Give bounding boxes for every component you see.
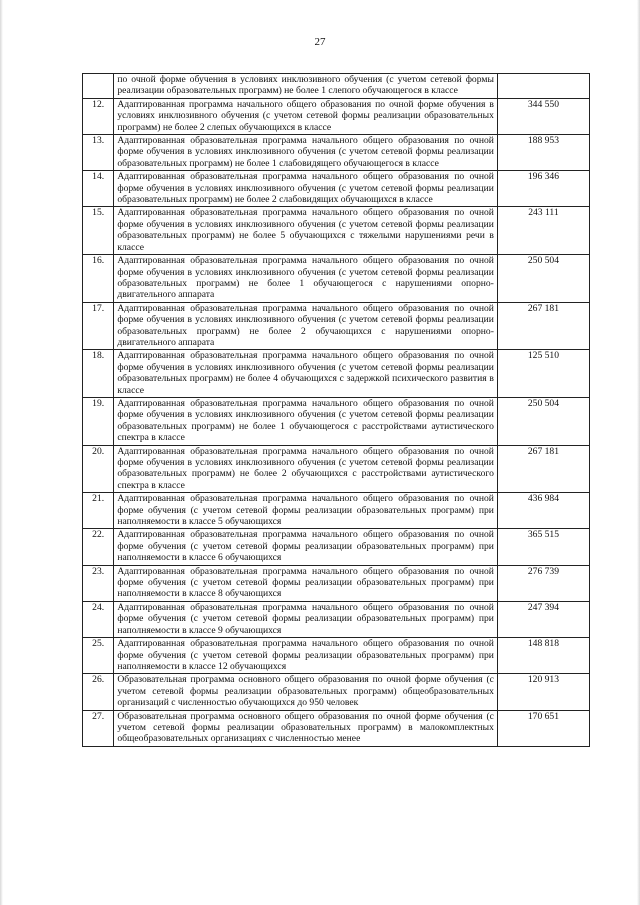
table-row	[83, 493, 590, 529]
program-description: Адаптированная образовательная программа начального общего образования по очной форме обучения в условиях инклюзивного обучения (с учетом сетевой формы реализации образовательных программ) не более 2 обучающихся с расстройствами аутистического спектра в классе	[114, 445, 498, 493]
normative-cost-value: 250 504	[497, 397, 589, 445]
program-description: по очной форме обучения в условиях инклюзивного обучения (с учетом сетевой формы реализации образовательных программ) не более 1 слепого обучающегося в классе	[114, 74, 498, 99]
program-description: Адаптированная образовательная программа начального общего образования по очной форме обучения (с учетом сетевой формы реализации образовательных программ) при наполняемости в классе 8 обучающихся	[114, 565, 498, 601]
program-description: Адаптированная образовательная программа начального общего образования по очной форме обучения в условиях инклюзивного обучения (с учетом сетевой формы реализации образовательных программ) не более 1 слабовидящего обучающегося в классе	[114, 135, 498, 171]
table-row	[83, 565, 590, 601]
normative-cost-value: 120 913	[497, 674, 589, 710]
row-number: 22.	[83, 529, 114, 565]
program-description: Адаптированная образовательная программа начального общего образования по очной форме обучения в условиях инклюзивного обучения (с учетом сетевой формы реализации образовательных программ) не более 2 обучающихся с нарушениями опорно-двигательного аппарата	[114, 302, 498, 350]
table-row	[83, 445, 590, 493]
row-number: 19.	[83, 397, 114, 445]
table-row	[83, 135, 590, 171]
row-number: 14.	[83, 171, 114, 207]
program-description: Образовательная программа основного общего образования по очной форме обучения (с учетом сетевой формы реализации образовательных программ) общеобразовательных организаций с численностью обучающихся до 950 человек	[114, 674, 498, 710]
normative-cost-value: 344 550	[497, 98, 589, 134]
row-number	[83, 74, 114, 99]
table-row	[83, 674, 590, 710]
table-row	[83, 302, 590, 350]
row-number: 17.	[83, 302, 114, 350]
normative-cost-value: 247 394	[497, 601, 589, 637]
table-row	[83, 638, 590, 674]
table-row	[83, 350, 590, 398]
row-number: 12.	[83, 98, 114, 134]
table-row	[83, 74, 590, 99]
row-number: 18.	[83, 350, 114, 398]
row-number: 20.	[83, 445, 114, 493]
normative-cost-value: 196 346	[497, 171, 589, 207]
normative-cost-value: 267 181	[497, 445, 589, 493]
row-number: 15.	[83, 207, 114, 255]
row-number: 16.	[83, 255, 114, 303]
program-description: Адаптированная образовательная программа начального общего образования по очной форме обучения (с учетом сетевой формы реализации образовательных программ) при наполняемости в классе 12 обучающихся	[114, 638, 498, 674]
program-description: Адаптированная программа начального общего образования по очной форме обучения в условиях инклюзивного обучения (с учетом сетевой формы реализации образовательных программ) не более 2 слепых обучающихся в классе	[114, 98, 498, 134]
table-body	[83, 74, 590, 747]
row-number: 13.	[83, 135, 114, 171]
table-row	[83, 397, 590, 445]
normative-cost-value: 436 984	[497, 493, 589, 529]
row-number: 27.	[83, 710, 114, 746]
table-row	[83, 255, 590, 303]
program-description: Адаптированная образовательная программа начального общего образования по очной форме обучения в условиях инклюзивного обучения (с учетом сетевой формы реализации образовательных программ) не более 2 слабовидящих обучающихся в классе	[114, 171, 498, 207]
table-row	[83, 529, 590, 565]
normative-cost-value: 250 504	[497, 255, 589, 303]
row-number: 24.	[83, 601, 114, 637]
row-number: 26.	[83, 674, 114, 710]
scan-left-edge	[0, 0, 3, 905]
normative-cost-value: 276 739	[497, 565, 589, 601]
program-description: Адаптированная образовательная программа начального общего образования по очной форме обучения в условиях инклюзивного обучения (с учетом сетевой формы реализации образовательных программ) не более 5 обучающихся с тяжелыми нарушениями речи в классе	[114, 207, 498, 255]
normative-cost-value: 148 818	[497, 638, 589, 674]
normative-cost-value: 125 510	[497, 350, 589, 398]
normative-cost-value: 188 953	[497, 135, 589, 171]
program-description: Адаптированная образовательная программа начального общего образования по очной форме обучения в условиях инклюзивного обучения (с учетом сетевой формы реализации образовательных программ) не более 1 обучающегося с расстройствами аутистического спектра в классе	[114, 397, 498, 445]
normative-cost-value: 170 651	[497, 710, 589, 746]
table-row	[83, 207, 590, 255]
normative-cost-value: 365 515	[497, 529, 589, 565]
program-description: Адаптированная образовательная программа начального общего образования по очной форме обучения в условиях инклюзивного обучения (с учетом сетевой формы реализации образовательных программ) не более 1 обучающегося с нарушениями опорно-двигательного аппарата	[114, 255, 498, 303]
normative-cost-value: 267 181	[497, 302, 589, 350]
table-row	[83, 98, 590, 134]
tariff-table	[82, 73, 590, 747]
program-description: Адаптированная образовательная программа начального общего образования по очной форме обучения в условиях инклюзивного обучения (с учетом сетевой формы реализации образовательных программ) не более 4 обучающихся с задержкой психического развития в классе	[114, 350, 498, 398]
normative-cost-value	[497, 74, 589, 99]
page-number: 27	[314, 36, 326, 48]
program-description: Адаптированная образовательная программа начального общего образования по очной форме обучения (с учетом сетевой формы реализации образовательных программ) при наполняемости в классе 6 обучающихся	[114, 529, 498, 565]
row-number: 21.	[83, 493, 114, 529]
row-number: 25.	[83, 638, 114, 674]
program-description: Адаптированная образовательная программа начального общего образования по очной форме обучения (с учетом сетевой формы реализации образовательных программ) при наполняемости в классе 9 обучающихся	[114, 601, 498, 637]
program-description: Адаптированная образовательная программа начального общего образования по очной форме обучения (с учетом сетевой формы реализации образовательных программ) при наполняемости в классе 5 обучающихся	[114, 493, 498, 529]
normative-cost-value: 243 111	[497, 207, 589, 255]
table-row	[83, 601, 590, 637]
program-description: Образовательная программа основного общего образования по очной форме обучения (с учетом сетевой формы реализации образовательных программ) в малокомплектных общеобразовательных организациях с численностью менее	[114, 710, 498, 746]
row-number: 23.	[83, 565, 114, 601]
table-row	[83, 171, 590, 207]
table-row	[83, 710, 590, 746]
